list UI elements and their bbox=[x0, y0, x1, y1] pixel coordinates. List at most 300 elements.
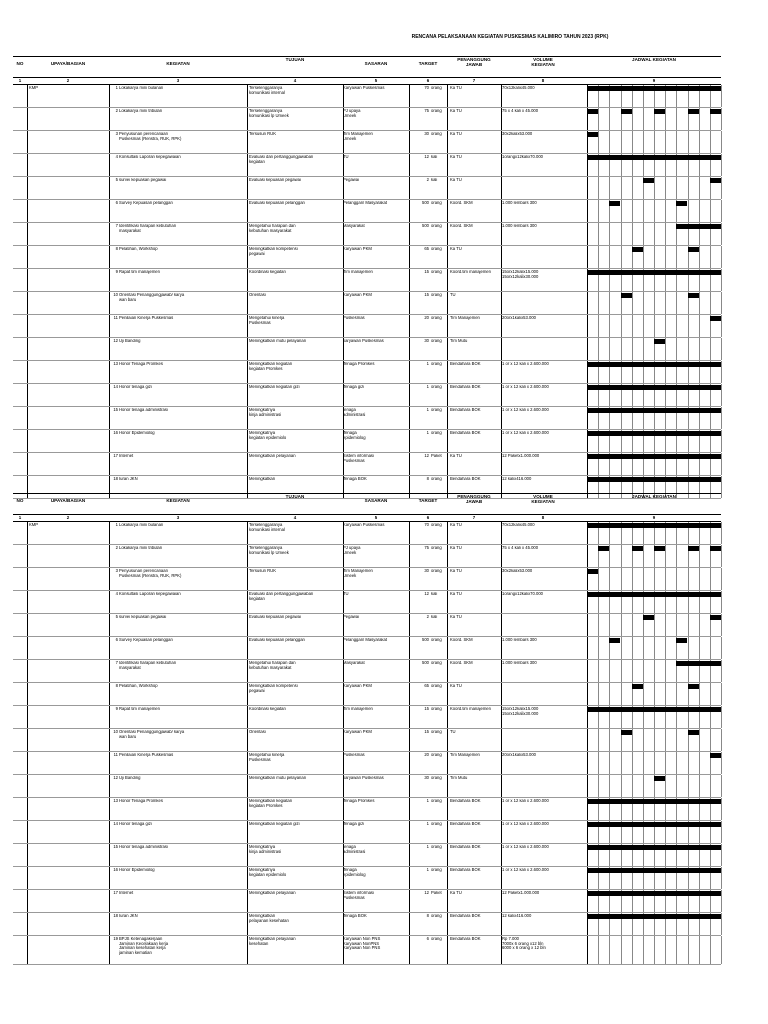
month-divider bbox=[676, 246, 677, 268]
month-divider bbox=[643, 200, 644, 222]
month-divider bbox=[721, 936, 722, 964]
month-divider bbox=[721, 361, 722, 383]
column-border bbox=[447, 430, 448, 452]
tujuan-cell: Meningkatkan kegiatan kegiatan Promkes bbox=[249, 362, 293, 371]
month-divider bbox=[699, 292, 700, 314]
target-cell: 1 bbox=[426, 385, 429, 389]
volume-cell: 1 or x 12 kali x 2.600.000 bbox=[502, 408, 549, 412]
column-border bbox=[109, 568, 110, 590]
month-divider bbox=[721, 913, 722, 935]
table-row bbox=[13, 154, 721, 177]
column-border bbox=[447, 545, 448, 567]
column-border bbox=[501, 867, 502, 889]
column-border bbox=[447, 729, 448, 751]
unit-cell: orang bbox=[431, 339, 442, 343]
month-divider bbox=[621, 545, 622, 567]
column-border bbox=[409, 637, 410, 659]
month-divider bbox=[609, 338, 610, 360]
column-border bbox=[587, 246, 588, 268]
row-number: 18 bbox=[113, 477, 118, 481]
month-divider bbox=[699, 683, 700, 705]
tujuan-cell: Orientasi bbox=[249, 730, 266, 734]
sasaran-cell: Karyawan Puskesmas bbox=[343, 86, 385, 90]
column-border bbox=[109, 798, 110, 820]
header-4: TUJUAN bbox=[285, 57, 305, 62]
schedule-bar bbox=[587, 523, 721, 528]
table-row bbox=[13, 545, 721, 568]
column-border bbox=[447, 913, 448, 935]
penanggung-jawab-cell: Tim Mutu bbox=[450, 776, 468, 780]
month-divider bbox=[710, 200, 711, 222]
schedule-bar bbox=[632, 684, 643, 689]
volume-cell: Rp 7.000 7000x 6 orang x12 bln 6000 x 6 orang x 12 bln bbox=[502, 937, 546, 951]
column-border bbox=[343, 223, 344, 245]
column-border bbox=[587, 522, 588, 544]
month-divider bbox=[621, 775, 622, 797]
month-divider bbox=[699, 177, 700, 199]
column-border bbox=[587, 936, 588, 964]
column-border bbox=[27, 154, 28, 176]
month-divider bbox=[665, 108, 666, 130]
penanggung-jawab-cell: Tim Manajemen bbox=[450, 316, 480, 320]
month-divider bbox=[699, 246, 700, 268]
schedule-grid bbox=[587, 706, 721, 728]
sasaran-cell: Puskesmas bbox=[343, 753, 365, 757]
target-cell: 6 bbox=[426, 937, 429, 941]
month-divider bbox=[621, 177, 622, 199]
column-border bbox=[247, 361, 248, 383]
table-row bbox=[13, 614, 721, 637]
column-border bbox=[447, 936, 448, 964]
schedule-bar bbox=[587, 86, 721, 91]
row-number: 4 bbox=[115, 592, 118, 596]
month-divider bbox=[609, 729, 610, 751]
month-divider bbox=[665, 246, 666, 268]
sasaran-cell: Tenaga gizi bbox=[343, 822, 365, 826]
volume-cell: 1orangx12kalix70.000 bbox=[502, 155, 543, 159]
schedule-bar bbox=[587, 477, 721, 482]
month-divider bbox=[598, 752, 599, 774]
row-number: 10 bbox=[113, 730, 118, 734]
month-divider bbox=[665, 177, 666, 199]
column-border bbox=[501, 154, 502, 176]
penanggung-jawab-cell: Bendahara BOK bbox=[450, 477, 481, 481]
sasaran-cell: Tenaga epidemiolog bbox=[343, 431, 366, 440]
column-border bbox=[501, 936, 502, 964]
header-6: TARGET bbox=[418, 498, 438, 503]
month-divider bbox=[688, 637, 689, 659]
column-border bbox=[409, 729, 410, 751]
column-border bbox=[409, 269, 410, 291]
column-number: 8 bbox=[541, 78, 545, 83]
sasaran-cell: TU bbox=[343, 592, 349, 596]
kegiatan-cell: survei kepuasan pegawai bbox=[119, 178, 167, 182]
column-border bbox=[247, 430, 248, 452]
month-divider bbox=[643, 729, 644, 751]
unit-cell: orang bbox=[431, 316, 442, 320]
column-border bbox=[343, 936, 344, 964]
header-9: JADWAL KEGIATAN bbox=[632, 494, 676, 499]
penanggung-jawab-cell: Ka TU bbox=[450, 546, 462, 550]
sasaran-cell: Pelanggan/ Masyarakat bbox=[343, 638, 387, 642]
column-border bbox=[27, 200, 28, 222]
unit-cell: orang bbox=[431, 385, 442, 389]
column-border bbox=[109, 292, 110, 314]
penanggung-jawab-cell: Ka TU bbox=[450, 132, 462, 136]
schedule-bar bbox=[587, 132, 598, 137]
month-divider bbox=[654, 223, 655, 245]
month-divider bbox=[699, 108, 700, 130]
month-divider bbox=[688, 338, 689, 360]
sasaran-cell: karyawan Puskesmas bbox=[343, 776, 384, 780]
column-border bbox=[587, 315, 588, 337]
column-border bbox=[343, 706, 344, 728]
column-border bbox=[409, 890, 410, 912]
column-border bbox=[501, 545, 502, 567]
table-row bbox=[13, 131, 721, 154]
volume-cell: 75 x 4 kali x 45.000 bbox=[502, 109, 539, 113]
schedule-grid bbox=[587, 821, 721, 843]
column-border bbox=[587, 614, 588, 636]
month-divider bbox=[654, 614, 655, 636]
header-3: KEGIATAN bbox=[166, 61, 190, 66]
schedule-grid bbox=[587, 85, 721, 107]
volume-cell: 1orangx12kalix70.000 bbox=[502, 592, 543, 596]
column-border bbox=[343, 154, 344, 176]
row-number: 4 bbox=[115, 155, 118, 159]
month-divider bbox=[721, 683, 722, 705]
schedule-grid bbox=[587, 637, 721, 659]
month-divider bbox=[643, 545, 644, 567]
month-divider bbox=[710, 936, 711, 964]
sasaran-cell: Masyarakat bbox=[343, 224, 365, 228]
month-divider bbox=[621, 614, 622, 636]
row-number: 10 bbox=[113, 293, 118, 297]
row-number: 14 bbox=[113, 385, 118, 389]
column-border bbox=[501, 775, 502, 797]
penanggung-jawab-cell: Bendahara BOK bbox=[450, 822, 481, 826]
column-border bbox=[447, 844, 448, 866]
column-border bbox=[27, 246, 28, 268]
unit-cell: Paket bbox=[431, 454, 442, 458]
month-divider bbox=[632, 729, 633, 751]
column-border bbox=[501, 384, 502, 406]
row-number: 1 bbox=[115, 523, 118, 527]
sasaran-cell: TU bbox=[343, 155, 349, 159]
month-divider bbox=[699, 729, 700, 751]
column-border bbox=[587, 913, 588, 935]
sasaran-cell: Masyarakat bbox=[343, 661, 365, 665]
month-divider bbox=[710, 568, 711, 590]
schedule-grid bbox=[587, 430, 721, 452]
month-divider bbox=[721, 315, 722, 337]
column-border bbox=[343, 430, 344, 452]
penanggung-jawab-cell: Koord.tim manajemen bbox=[450, 270, 491, 274]
tujuan-cell: Meningkatkan bbox=[249, 477, 276, 481]
column-border bbox=[247, 568, 248, 590]
column-border bbox=[587, 752, 588, 774]
column-border bbox=[247, 844, 248, 866]
table-row bbox=[13, 200, 721, 223]
month-divider bbox=[721, 223, 722, 245]
column-border bbox=[501, 223, 502, 245]
volume-cell: 1 or x 12 kali x 2.600.000 bbox=[502, 868, 549, 872]
tujuan-cell: Meningkatnya kegiatan epidemiolo bbox=[249, 431, 287, 440]
column-border bbox=[343, 85, 344, 107]
column-border bbox=[343, 683, 344, 705]
column-border bbox=[587, 798, 588, 820]
month-divider bbox=[721, 430, 722, 452]
month-divider bbox=[598, 338, 599, 360]
target-cell: 1 bbox=[426, 408, 429, 412]
row-number: 16 bbox=[113, 868, 118, 872]
column-border bbox=[343, 614, 344, 636]
month-divider bbox=[643, 637, 644, 659]
column-border bbox=[109, 706, 110, 728]
month-divider bbox=[632, 315, 633, 337]
target-cell: 2 bbox=[426, 615, 429, 619]
schedule-bar bbox=[688, 546, 699, 551]
month-divider bbox=[643, 936, 644, 964]
target-cell: 500 bbox=[422, 661, 429, 665]
column-border bbox=[409, 384, 410, 406]
kegiatan-cell: Rapat tim manajemen bbox=[119, 270, 160, 274]
month-divider bbox=[643, 752, 644, 774]
penanggung-jawab-cell: Ka TU bbox=[450, 454, 462, 458]
column-border bbox=[109, 637, 110, 659]
table-row bbox=[13, 936, 721, 965]
month-divider bbox=[665, 568, 666, 590]
schedule-bar bbox=[621, 109, 632, 114]
column-border bbox=[447, 683, 448, 705]
column-border bbox=[343, 292, 344, 314]
month-divider bbox=[609, 131, 610, 153]
column-border bbox=[447, 591, 448, 613]
column-border bbox=[27, 407, 28, 429]
row-number: 3 bbox=[115, 132, 118, 136]
volume-cell: 1 or x 12 kali x 2.600.000 bbox=[502, 362, 549, 366]
schedule-grid bbox=[587, 867, 721, 889]
sasaran-cell: karyawan Puskesmas bbox=[343, 339, 384, 343]
column-border bbox=[447, 338, 448, 360]
column-border bbox=[587, 269, 588, 291]
month-divider bbox=[621, 568, 622, 590]
month-divider bbox=[688, 315, 689, 337]
column-border bbox=[587, 384, 588, 406]
schedule-bar bbox=[654, 339, 665, 344]
column-border bbox=[501, 315, 502, 337]
schedule-bar bbox=[710, 753, 721, 758]
column-border bbox=[447, 177, 448, 199]
column-border bbox=[247, 936, 248, 964]
sasaran-cell: Tenaga BOK bbox=[343, 914, 367, 918]
column-border bbox=[409, 223, 410, 245]
month-divider bbox=[665, 936, 666, 964]
column-border bbox=[27, 568, 28, 590]
row-number: 11 bbox=[113, 753, 118, 757]
sasaran-cell: Karyawan PKM bbox=[343, 684, 372, 688]
month-divider bbox=[654, 683, 655, 705]
sasaran-cell: Tim Manajemen Umeek bbox=[343, 569, 373, 578]
tujuan-cell: Evaluasi kepuasan pegawai bbox=[249, 178, 301, 182]
upaya-cell: KMP bbox=[29, 86, 39, 90]
column-border bbox=[109, 683, 110, 705]
schedule-grid bbox=[587, 407, 721, 429]
month-divider bbox=[699, 637, 700, 659]
schedule-grid bbox=[587, 200, 721, 222]
column-border bbox=[501, 660, 502, 682]
column-border bbox=[247, 292, 248, 314]
header-9: JADWAL KEGIATAN bbox=[632, 57, 676, 62]
unit-cell: orang bbox=[431, 132, 442, 136]
row-number: 1 bbox=[115, 86, 118, 90]
target-cell: 1 bbox=[426, 431, 429, 435]
column-border bbox=[27, 522, 28, 544]
row-number: 14 bbox=[113, 822, 118, 826]
header-2: UPAYA/BAGIAN bbox=[50, 61, 86, 66]
unit-cell: orang bbox=[431, 546, 442, 550]
column-border bbox=[247, 890, 248, 912]
column-border bbox=[409, 752, 410, 774]
column-border bbox=[343, 568, 344, 590]
table-row bbox=[13, 269, 721, 292]
penanggung-jawab-cell: Bendahara BOK bbox=[450, 937, 481, 941]
volume-cell: 20orx1kalix53.000 bbox=[502, 753, 536, 757]
column-border bbox=[409, 545, 410, 567]
month-divider bbox=[621, 200, 622, 222]
penanggung-jawab-cell: TU bbox=[450, 293, 456, 297]
column-border bbox=[501, 729, 502, 751]
table-row bbox=[13, 660, 721, 683]
schedule-grid bbox=[587, 154, 721, 176]
column-border bbox=[27, 729, 28, 751]
row-number: 6 bbox=[115, 201, 118, 205]
month-divider bbox=[598, 200, 599, 222]
target-cell: 1 bbox=[426, 362, 429, 366]
column-border bbox=[587, 867, 588, 889]
column-number: 7 bbox=[472, 515, 476, 520]
volume-cell: 75 x 4 kali x 45.000 bbox=[502, 546, 539, 550]
penanggung-jawab-cell: Bendahara BOK bbox=[450, 408, 481, 412]
column-border bbox=[587, 775, 588, 797]
unit-cell: orang bbox=[431, 109, 442, 113]
kegiatan-cell: Identifikasi harapan kebutuhan masyarakat bbox=[119, 224, 177, 233]
column-border bbox=[343, 522, 344, 544]
column-border bbox=[447, 154, 448, 176]
column-border bbox=[247, 591, 248, 613]
schedule-bar bbox=[587, 569, 598, 574]
table-row bbox=[13, 407, 721, 430]
table-row bbox=[13, 706, 721, 729]
column-border bbox=[109, 177, 110, 199]
column-border bbox=[247, 108, 248, 130]
schedule-bar bbox=[688, 684, 699, 689]
schedule-bar bbox=[609, 638, 620, 643]
row-number: 9 bbox=[115, 270, 118, 274]
table-header bbox=[13, 493, 721, 515]
month-divider bbox=[654, 292, 655, 314]
schedule-bar bbox=[688, 730, 699, 735]
column-number: 9 bbox=[652, 515, 656, 520]
schedule-bar bbox=[676, 201, 687, 206]
column-border bbox=[27, 338, 28, 360]
month-divider bbox=[665, 131, 666, 153]
table-row bbox=[13, 913, 721, 936]
tujuan-cell: Meningkatnya kinja administrasi bbox=[249, 408, 282, 417]
month-divider bbox=[699, 936, 700, 964]
target-cell: 30 bbox=[424, 776, 429, 780]
month-divider bbox=[609, 936, 610, 964]
sasaran-cell: Pegawai bbox=[343, 178, 360, 182]
tujuan-cell: Tersusun RUK bbox=[249, 569, 276, 573]
row-number: 3 bbox=[115, 569, 118, 573]
schedule-grid bbox=[587, 384, 721, 406]
column-border bbox=[501, 269, 502, 291]
penanggung-jawab-cell: Bendahara BOK bbox=[450, 362, 481, 366]
schedule-bar bbox=[621, 293, 632, 298]
column-border bbox=[447, 108, 448, 130]
column-border bbox=[447, 407, 448, 429]
penanggung-jawab-cell: Ka TU bbox=[450, 592, 462, 596]
month-divider bbox=[598, 246, 599, 268]
table-row bbox=[13, 338, 721, 361]
schedule-bar bbox=[587, 408, 721, 413]
month-divider bbox=[643, 660, 644, 682]
column-border bbox=[447, 292, 448, 314]
schedule-grid bbox=[587, 568, 721, 590]
tujuan-cell: Terselenggaranya komunikasi lp Umeek bbox=[249, 109, 289, 118]
column-border bbox=[409, 453, 410, 475]
schedule-grid bbox=[587, 223, 721, 245]
target-cell: 8 bbox=[426, 477, 429, 481]
column-border bbox=[109, 867, 110, 889]
kegiatan-cell: Identifikasi harapan kebutuhan masyarakat bbox=[119, 661, 177, 670]
sasaran-cell: Tenaga BOK bbox=[343, 477, 367, 481]
column-border bbox=[109, 890, 110, 912]
month-divider bbox=[632, 177, 633, 199]
column-border bbox=[109, 269, 110, 291]
column-border bbox=[447, 384, 448, 406]
kegiatan-cell: Penyusunan perencanaan Puskesmas (Renstra, RUK, RPK) bbox=[119, 132, 182, 141]
column-border bbox=[109, 545, 110, 567]
column-border bbox=[109, 85, 110, 107]
tujuan-cell: Evaluasi kepuasan pegawai bbox=[249, 615, 301, 619]
column-border bbox=[27, 269, 28, 291]
column-border bbox=[501, 683, 502, 705]
schedule-bar bbox=[710, 178, 721, 183]
column-number-row bbox=[13, 515, 721, 522]
sasaran-cell: Tenaga Promkes bbox=[343, 362, 375, 366]
column-border bbox=[343, 177, 344, 199]
column-border bbox=[343, 131, 344, 153]
month-divider bbox=[721, 545, 722, 567]
row-number: 5 bbox=[115, 178, 118, 182]
column-number-row bbox=[13, 78, 721, 85]
table-header bbox=[13, 56, 721, 78]
column-border bbox=[27, 453, 28, 475]
column-border bbox=[501, 890, 502, 912]
kegiatan-cell: Penyusunan perencanaan Puskesmas (Renstra, RUK, RPK) bbox=[119, 569, 182, 578]
month-divider bbox=[654, 177, 655, 199]
penanggung-jawab-cell: Bendahara BOK bbox=[450, 914, 481, 918]
month-divider bbox=[688, 200, 689, 222]
schedule-grid bbox=[587, 683, 721, 705]
schedule-bar bbox=[643, 615, 654, 620]
tujuan-cell: Koordinasi kegiatan bbox=[249, 707, 286, 711]
column-border bbox=[501, 292, 502, 314]
kegiatan-cell: Uji Banding bbox=[119, 776, 141, 780]
unit-cell: orang bbox=[431, 293, 442, 297]
